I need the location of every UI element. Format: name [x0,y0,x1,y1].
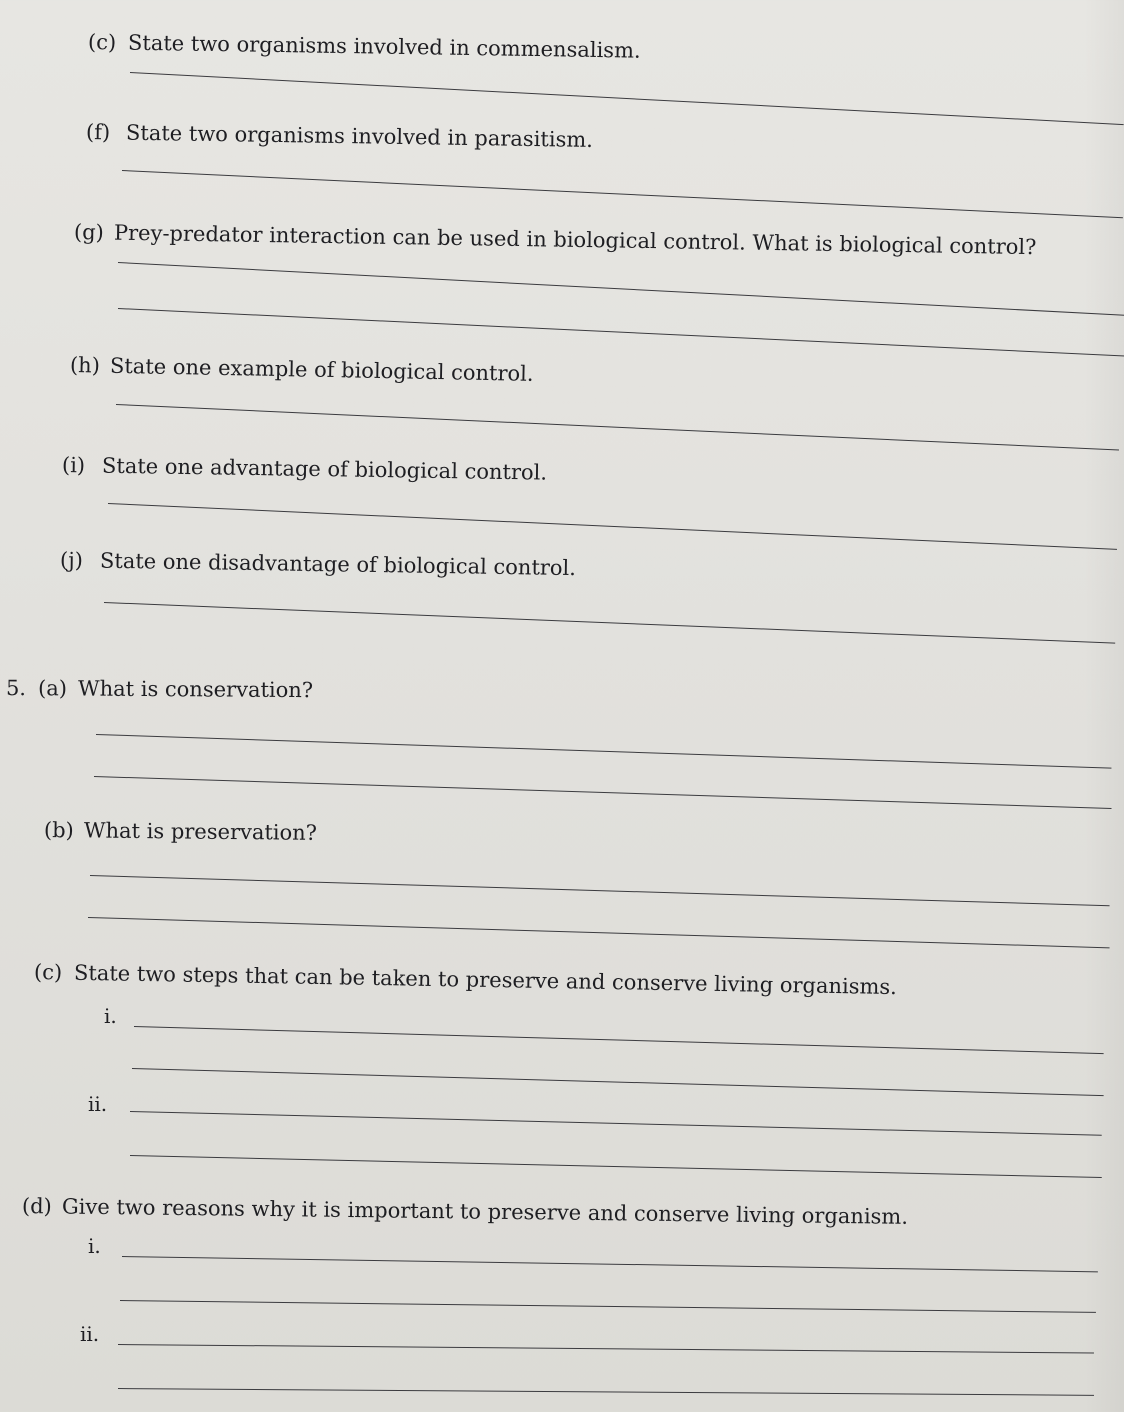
question-f-label: (f) [85,120,111,145]
question-5c-label: (c) [33,960,63,985]
question-5b-text: What is preservation? [83,818,318,845]
answer-line-e[interactable] [130,72,1124,125]
answer-line-g-1[interactable] [118,262,1124,316]
answer-line-5d-2a[interactable] [118,1344,1094,1354]
question-5c-text: State two steps that can be taken to preserve and conserve living organisms. [73,960,898,1000]
question-e [88,30,641,63]
question-5b [44,818,317,845]
question-5c-item-1-label: i. [104,1004,117,1028]
question-5-number: 5. [5,676,27,701]
question-5a-text: What is conservation? [77,676,314,703]
question-5a-label: (a) [37,676,68,701]
question-5a [6,676,313,702]
question-h-text: State one example of biological control. [109,353,534,386]
question-i-label: (i) [61,453,86,478]
answer-line-5c-1a[interactable] [134,1026,1104,1054]
answer-line-5d-1a[interactable] [122,1256,1098,1272]
answer-line-j[interactable] [104,602,1115,644]
question-5d-label: (d) [21,1194,52,1219]
question-h [70,353,534,386]
answer-line-f[interactable] [122,170,1123,218]
question-5b-label: (b) [43,818,74,843]
question-i-text: State one advantage of biological control. [101,453,548,485]
answer-line-5a-1[interactable] [96,734,1111,769]
page-edge-shadow [1084,0,1124,1412]
question-i [62,453,547,485]
question-f-text: State two organisms involved in parasitism. [125,120,594,152]
answer-line-5a-2[interactable] [94,776,1112,809]
answer-line-i[interactable] [108,503,1117,550]
question-5d [22,1194,908,1229]
question-f [86,120,593,152]
answer-line-5c-2b[interactable] [130,1155,1102,1178]
question-h-label: (h) [69,353,101,378]
question-e-text: State two organisms involved in commensalism. [127,30,641,63]
question-j [60,548,576,580]
answer-line-5c-2a[interactable] [130,1111,1102,1136]
question-5c-item-2-label: ii. [88,1092,108,1116]
answer-line-5c-1b[interactable] [132,1068,1104,1096]
answer-line-g-2[interactable] [118,308,1124,356]
answer-line-5b-1[interactable] [90,875,1110,906]
question-g-text: Prey-predator interaction can be used in biological control. What is biological control? [113,220,1037,260]
question-g [74,220,1037,259]
question-e-label: (c) [87,30,117,55]
answer-line-5d-2b[interactable] [118,1388,1094,1396]
question-j-text: State one disadvantage of biological control. [99,548,577,581]
answer-line-5b-2[interactable] [88,917,1110,948]
question-j-label: (j) [59,548,84,573]
question-g-label: (g) [73,220,105,245]
question-5d-text: Give two reasons why it is important to preserve and conserve living organism. [61,1194,909,1229]
answer-line-h[interactable] [116,404,1119,451]
answer-line-5d-1b[interactable] [120,1300,1096,1313]
question-5d-item-1-label: i. [88,1234,101,1258]
question-5d-item-2-label: ii. [80,1322,100,1346]
question-5c [34,960,897,999]
